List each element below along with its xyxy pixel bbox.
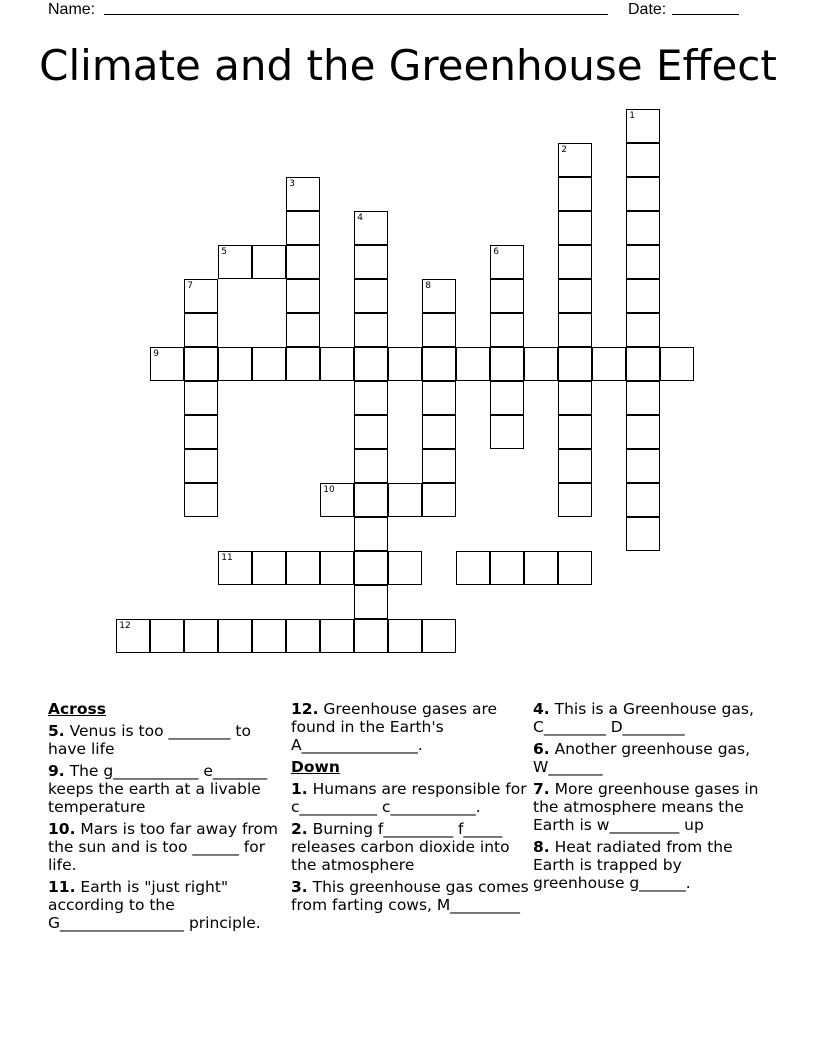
crossword-cell[interactable] bbox=[116, 619, 150, 653]
crossword-cell[interactable] bbox=[422, 415, 456, 449]
clue-number: 7 bbox=[187, 281, 193, 292]
crossword-cell[interactable] bbox=[558, 279, 592, 313]
clue-down-1: 1. Humans are responsible for c__________ c___________. bbox=[291, 780, 527, 816]
crossword-cell[interactable] bbox=[422, 381, 456, 415]
page-title: Climate and the Greenhouse Effect bbox=[39, 41, 777, 90]
crossword-cell[interactable] bbox=[558, 211, 592, 245]
crossword-cell[interactable] bbox=[422, 347, 456, 381]
crossword-cell[interactable] bbox=[286, 279, 320, 313]
crossword-cell[interactable] bbox=[558, 347, 592, 381]
crossword-cell[interactable] bbox=[184, 449, 218, 483]
crossword-cell[interactable] bbox=[626, 313, 660, 347]
crossword-cell[interactable] bbox=[558, 245, 592, 279]
crossword-cell[interactable] bbox=[490, 415, 524, 449]
clues-column-3 bbox=[533, 700, 773, 896]
crossword-cell[interactable] bbox=[558, 143, 592, 177]
crossword-cell[interactable] bbox=[626, 449, 660, 483]
crossword-cell[interactable] bbox=[354, 551, 388, 585]
crossword-cell[interactable] bbox=[354, 585, 388, 619]
crossword-cell[interactable] bbox=[524, 551, 558, 585]
crossword-cell[interactable] bbox=[626, 245, 660, 279]
crossword-cell[interactable] bbox=[422, 483, 456, 517]
crossword-cell[interactable] bbox=[592, 347, 626, 381]
crossword-cell[interactable] bbox=[490, 245, 524, 279]
crossword-cell[interactable] bbox=[558, 177, 592, 211]
clue-number: 11 bbox=[221, 553, 233, 564]
crossword-cell[interactable] bbox=[286, 313, 320, 347]
crossword-cell[interactable] bbox=[184, 313, 218, 347]
clues-column-1 bbox=[48, 700, 288, 936]
crossword-cell[interactable] bbox=[626, 279, 660, 313]
crossword-cell[interactable] bbox=[184, 619, 218, 653]
crossword-cell[interactable] bbox=[354, 347, 388, 381]
crossword-cell[interactable] bbox=[456, 347, 490, 381]
clue-number: 9 bbox=[153, 349, 159, 360]
clue-down-6: 6. Another greenhouse gas, W_______ bbox=[533, 740, 751, 776]
clue-number: 3 bbox=[289, 179, 295, 190]
crossword-cell[interactable] bbox=[388, 551, 422, 585]
crossword-cell[interactable] bbox=[388, 619, 422, 653]
crossword-cell[interactable] bbox=[320, 483, 354, 517]
clues-column-2 bbox=[291, 700, 531, 918]
crossword-cell[interactable] bbox=[626, 517, 660, 551]
clue-down-7: 7. More greenhouse gases in the atmosphere means the Earth is w_________ up bbox=[533, 780, 759, 834]
crossword-cell[interactable] bbox=[558, 415, 592, 449]
crossword-cell[interactable] bbox=[524, 347, 558, 381]
crossword-cell[interactable] bbox=[252, 551, 286, 585]
crossword-cell[interactable] bbox=[558, 449, 592, 483]
clue-across-5: 5. Venus is too ________ to have life bbox=[48, 722, 251, 758]
clue-number: 2 bbox=[561, 145, 567, 156]
date-label: Date: bbox=[628, 1, 667, 18]
crossword-cell[interactable] bbox=[354, 381, 388, 415]
crossword-cell[interactable] bbox=[184, 483, 218, 517]
crossword-cell[interactable] bbox=[490, 551, 524, 585]
clue-down-3: 3. This greenhouse gas comes from farting cows, M_________ bbox=[291, 878, 529, 914]
crossword-cell[interactable] bbox=[184, 381, 218, 415]
crossword-cell[interactable] bbox=[286, 619, 320, 653]
crossword-cell[interactable] bbox=[150, 347, 184, 381]
crossword-cell[interactable] bbox=[184, 347, 218, 381]
crossword-cell[interactable] bbox=[354, 245, 388, 279]
across-heading: Across bbox=[48, 700, 106, 718]
crossword-cell[interactable] bbox=[558, 313, 592, 347]
clue-number: 6 bbox=[493, 247, 499, 258]
clue-number: 8 bbox=[425, 281, 431, 292]
clue-number: 12 bbox=[119, 621, 131, 632]
crossword-cell[interactable] bbox=[626, 211, 660, 245]
crossword-cell[interactable] bbox=[184, 279, 218, 313]
clue-down-2: 2. Burning f_________ f_____ releases carbon dioxide into the atmosphere bbox=[291, 820, 510, 874]
crossword-cell[interactable] bbox=[626, 143, 660, 177]
crossword-cell[interactable] bbox=[558, 381, 592, 415]
crossword-cell[interactable] bbox=[490, 347, 524, 381]
crossword-cell[interactable] bbox=[558, 483, 592, 517]
clue-across-11: 11. Earth is "just right" according to the G________________ principle. bbox=[48, 878, 261, 932]
crossword-cell[interactable] bbox=[626, 415, 660, 449]
crossword-cell[interactable] bbox=[286, 177, 320, 211]
crossword-cell[interactable] bbox=[422, 279, 456, 313]
clue-across-9: 9. The g___________ e_______ keeps the earth at a livable temperature bbox=[48, 762, 268, 816]
crossword-cell[interactable] bbox=[354, 483, 388, 517]
crossword-cell[interactable] bbox=[490, 313, 524, 347]
clue-number: 5 bbox=[221, 247, 227, 258]
crossword-cell[interactable] bbox=[626, 483, 660, 517]
clue-down-8: 8. Heat radiated from the Earth is trapped by greenhouse g______. bbox=[533, 838, 733, 892]
crossword-cell[interactable] bbox=[626, 381, 660, 415]
crossword-cell[interactable] bbox=[626, 177, 660, 211]
crossword-cell[interactable] bbox=[218, 347, 252, 381]
crossword-cell[interactable] bbox=[354, 517, 388, 551]
clue-across-12: 12. Greenhouse gases are found in the Earth's A_______________. bbox=[291, 700, 498, 754]
crossword-cell[interactable] bbox=[626, 109, 660, 143]
crossword-cell[interactable] bbox=[320, 551, 354, 585]
crossword-cell[interactable] bbox=[490, 279, 524, 313]
crossword-cell[interactable] bbox=[456, 551, 490, 585]
crossword-cell[interactable] bbox=[626, 347, 660, 381]
crossword-cell[interactable] bbox=[388, 483, 422, 517]
crossword-cell[interactable] bbox=[286, 551, 320, 585]
down-heading: Down bbox=[291, 758, 340, 776]
crossword-cell[interactable] bbox=[286, 347, 320, 381]
name-label: Name: bbox=[48, 1, 96, 18]
clue-number: 4 bbox=[357, 213, 363, 224]
crossword-cell[interactable] bbox=[320, 619, 354, 653]
crossword-cell[interactable] bbox=[422, 619, 456, 653]
crossword-cell[interactable] bbox=[354, 279, 388, 313]
crossword-cell[interactable] bbox=[252, 245, 286, 279]
crossword-cell[interactable] bbox=[354, 313, 388, 347]
crossword-cell[interactable] bbox=[490, 381, 524, 415]
crossword-cell[interactable] bbox=[286, 245, 320, 279]
crossword-cell[interactable] bbox=[354, 211, 388, 245]
crossword-cell[interactable] bbox=[388, 347, 422, 381]
crossword-cell[interactable] bbox=[286, 211, 320, 245]
crossword-cell[interactable] bbox=[218, 619, 252, 653]
crossword-cell[interactable] bbox=[354, 619, 388, 653]
clue-down-4: 4. This is a Greenhouse gas, C________ D________ bbox=[533, 700, 754, 736]
crossword-cell[interactable] bbox=[422, 449, 456, 483]
crossword-cell[interactable] bbox=[422, 313, 456, 347]
crossword-cell[interactable] bbox=[354, 415, 388, 449]
clue-across-10: 10. Mars is too far away from the sun and is too ______ for life. bbox=[48, 820, 279, 874]
crossword-cell[interactable] bbox=[252, 619, 286, 653]
clue-number: 1 bbox=[629, 111, 635, 122]
crossword-cell[interactable] bbox=[218, 551, 252, 585]
crossword-cell[interactable] bbox=[150, 619, 184, 653]
crossword-cell[interactable] bbox=[218, 245, 252, 279]
crossword-cell[interactable] bbox=[354, 449, 388, 483]
crossword-cell[interactable] bbox=[252, 347, 286, 381]
crossword-cell[interactable] bbox=[184, 415, 218, 449]
crossword-cell[interactable] bbox=[558, 551, 592, 585]
crossword-cell[interactable] bbox=[660, 347, 694, 381]
crossword-cell[interactable] bbox=[320, 347, 354, 381]
clue-number: 10 bbox=[323, 485, 335, 496]
